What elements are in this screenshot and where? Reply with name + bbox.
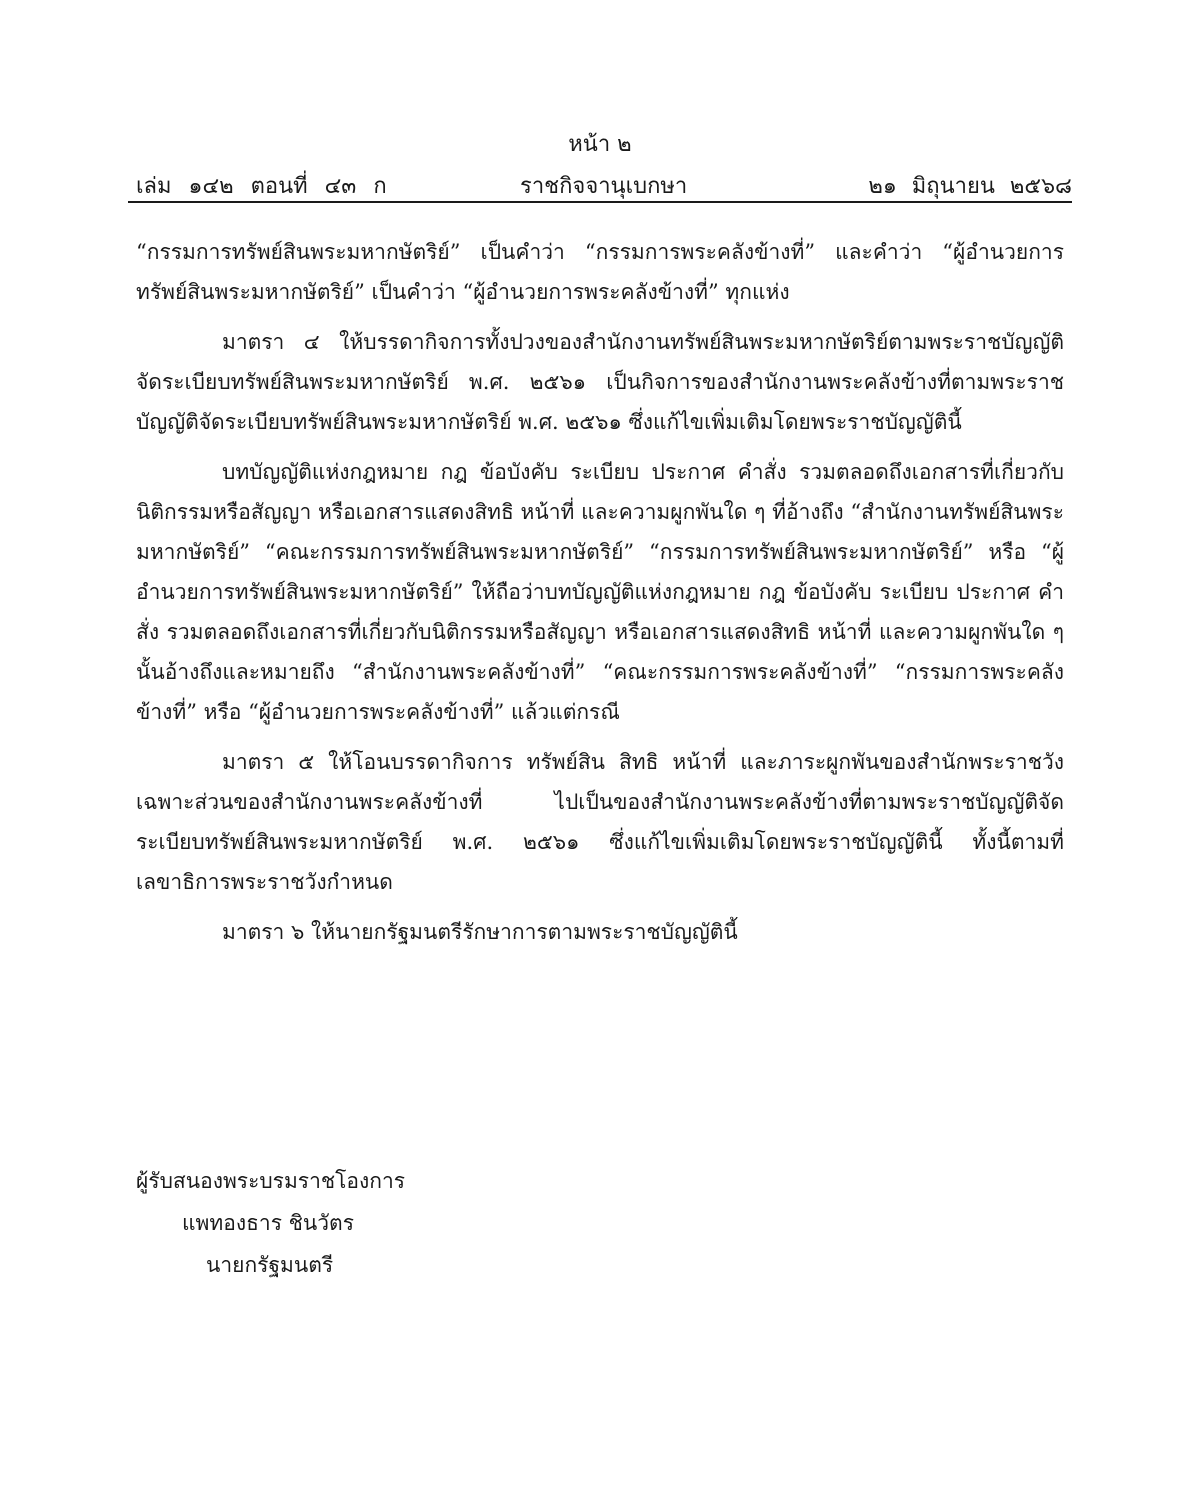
- publication-date: ๒๑ มิถุนายน ๒๕๖๘: [868, 174, 1072, 199]
- document-body: [136, 232, 1064, 952]
- signatory-name: แพทองธาร ชินวัตร: [182, 1211, 354, 1235]
- header-divider: [128, 201, 1072, 203]
- paragraph-continuation: “กรรมการทรัพย์สินพระมหากษัตริย์” เป็นคำว่า “กรรมการพระคลังข้างที่” และคำว่า “ผู้อำนวยการทรัพย์สินพระมหากษัตริย์” เป็นคำว่า “ผู้อำนวยการพระคลังข้างที่” ทุกแห่ง: [136, 240, 1064, 304]
- paragraph-section-6: มาตรา ๖ ให้นายกรัฐมนตรีรักษาการตามพระราชบัญญัตินี้: [222, 920, 738, 944]
- signatory-title: นายกรัฐมนตรี: [206, 1253, 334, 1277]
- page-number: หน้า ๒: [568, 132, 632, 157]
- paragraph-references: บทบัญญัติแห่งกฎหมาย กฎ ข้อบังคับ ระเบียบ ประกาศ คำสั่ง รวมตลอดถึงเอกสารที่เกี่ยวกับนิติกรรมหรือสัญญา หรือเอกสารแสดงสิทธิ หน้าที่ และความผูกพันใด ๆ ที่อ้างถึง “สำนักงานทรัพย์สินพระมหากษัตริย์” “คณะกรรมการทรัพย์สินพระมหากษัตริย์” “กรรมการทรัพย์สินพระมหากษัตริย์” หรือ “ผู้อำนวยการทรัพย์สินพระมหากษัตริย์” ให้ถือว่าบทบัญญัติแห่งกฎหมาย กฎ ข้อบังคับ ระเบียบ ประกาศ คำสั่ง รวมตลอดถึงเอกสารที่เกี่ยวกับนิติกรรมหรือสัญญา หรือเอกสารแสดงสิทธิ หน้าที่ และความผูกพันใด ๆ นั้นอ้างถึงและหมายถึง “สำนักงานพระคลังข้างที่” “คณะกรรมการพระคลังข้างที่” “กรรมการพระคลังข้างที่” หรือ “ผู้อำนวยการพระคลังข้างที่” แล้วแต่กรณี: [136, 460, 1064, 724]
- countersign-label: ผู้รับสนองพระบรมราชโองการ: [136, 1169, 406, 1193]
- paragraph-section-4: มาตรา ๔ ให้บรรดากิจการทั้งปวงของสำนักงานทรัพย์สินพระมหากษัตริย์ตามพระราชบัญญัติจัดระเบียบทรัพย์สินพระมหากษัตริย์ พ.ศ. ๒๕๖๑ เป็นกิจการของสำนักงานพระคลังข้างที่ตามพระราชบัญญัติจัดระเบียบทรัพย์สินพระมหากษัตริย์ พ.ศ. ๒๕๖๑ ซึ่งแก้ไขเพิ่มเติมโดยพระราชบัญญัตินี้: [136, 330, 1064, 434]
- paragraph-section-5: มาตรา ๕ ให้โอนบรรดากิจการ ทรัพย์สิน สิทธิ หน้าที่ และภาระผูกพันของสำนักพระราชวังเฉพาะส่วนของสำนักงานพระคลังข้างที่ ไปเป็นของสำนักงานพระคลังข้างที่ตามพระราชบัญญัติจัดระเบียบทรัพย์สินพระมหากษัตริย์ พ.ศ. ๒๕๖๑ ซึ่งแก้ไขเพิ่มเติมโดยพระราชบัญญัตินี้ ทั้งนี้ตามที่เลขาธิการพระราชวังกำหนด: [136, 750, 1064, 894]
- signature-block: [136, 1160, 405, 1286]
- volume-issue: เล่ม ๑๔๒ ตอนที่ ๔๓ ก: [136, 174, 387, 199]
- gazette-header: [136, 168, 1072, 198]
- gazette-name: ราชกิจจานุเบกษา: [520, 174, 688, 199]
